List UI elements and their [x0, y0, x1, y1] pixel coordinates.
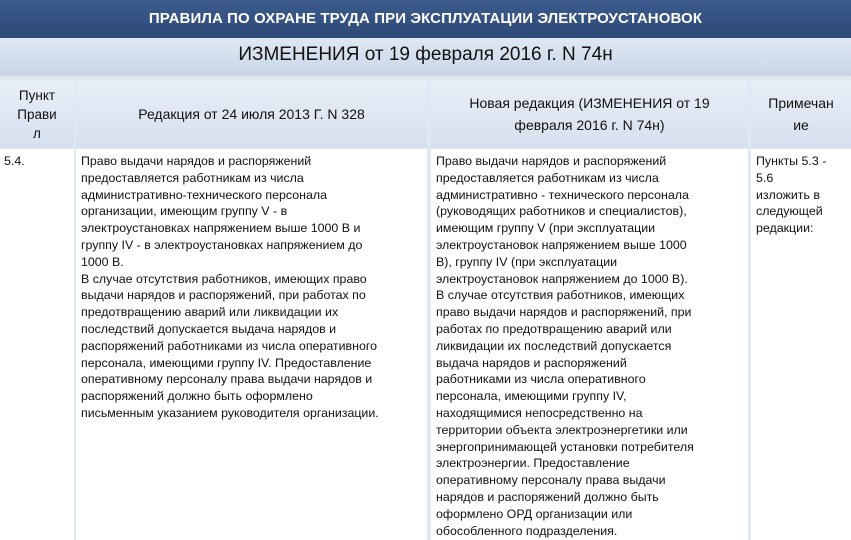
column-header-new-edition: Новая редакция (ИЗМЕНЕНИЯ от 19 февраля 2016 г. N 74н) [431, 80, 748, 148]
table-cell-item: 5.4. [0, 149, 74, 540]
table-cell-old-edition: Право выдачи нарядов и распоряжений предоставляется работникам из числа административно-технического персонала организации, имеющим группу V - в электроустановках напряжением выше 1000 В и группу IV - в электроустановках напряжением до 1000 В. В случае отсутствия работников, имеющих право выдачи нарядов и распоряжений, при работах по предотвращению аварий или ликвидации их последствий допускается выдача нарядов и распоряжений работниками из числа оперативного персонала, имеющими группу IV. Предоставление оперативному персоналу права выдачи нарядов и распоряжений должно быть оформлено письменным указанием руководителя организации. [76, 149, 427, 540]
subtitle-band [0, 38, 851, 76]
column-header-old-edition: Редакция от 24 июля 2013 Г. N 328 [76, 80, 427, 148]
amendment-subtitle: ИЗМЕНЕНИЯ от 19 февраля 2016 г. N 74н [238, 44, 613, 65]
column-header-note: Примечан ие [751, 80, 851, 148]
table-grid [0, 76, 851, 540]
comparison-table [0, 76, 851, 540]
table-cell-note: Пункты 5.3 - 5.6 изложить в следующей редакции: [751, 149, 851, 540]
column-header-item: Пункт Прави л [0, 80, 74, 148]
document-title: ПРАВИЛА ПО ОХРАНЕ ТРУДА ПРИ ЭКСПЛУАТАЦИИ ЭЛЕКТРОУСТАНОВОК [0, 0, 851, 38]
table-cell-new-edition: Право выдачи нарядов и распоряжений предоставляется работникам из числа административно - технического персонала (руководящих работников и специалистов), имеющим группу V (при эксплуатации электроустановок напряжением выше 1000 В), группу IV (при эксплуатации электроустановок напряжением до 1000 В). В случае отсутствия работников, имеющих право выдачи нарядов и распоряжений, при работах по предотвращению аварий или ликвидации их последствий допускается выдача нарядов и распоряжений работниками из числа оперативного персонала, имеющими группу IV, находящимися непосредственно на территории объекта электроэнергетики или энергопринимающей установки потребителя электроэнергии. Предоставление оперативному персоналу права выдачи нарядов и распоряжений должно быть оформлено ОРД организации или обособленного подразделения. [431, 149, 748, 540]
